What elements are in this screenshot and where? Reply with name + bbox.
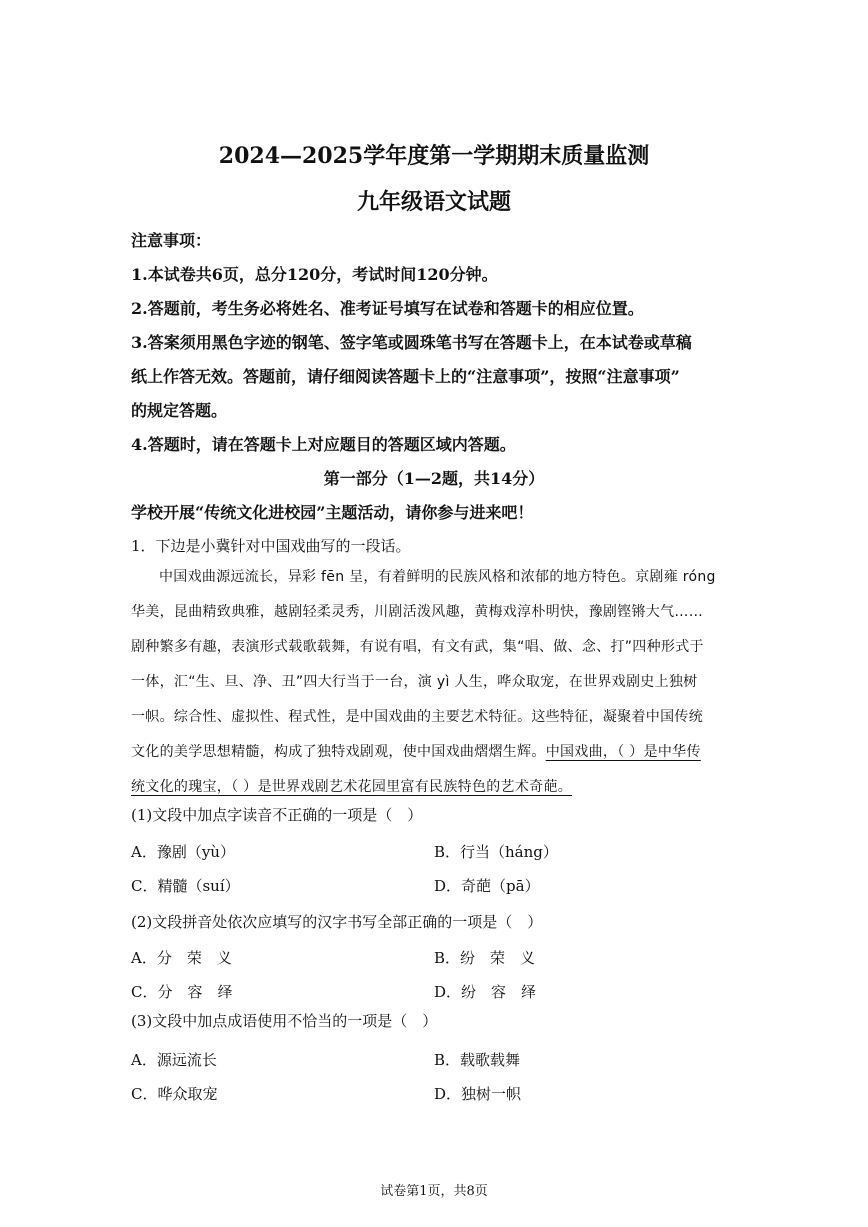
option-d[interactable]: D．奇葩（pā） xyxy=(434,877,540,895)
notes-line: 1.本试卷共6页，总分120分，考试时间120分钟。 xyxy=(131,265,498,284)
option-a[interactable]: A．分 荣 义 xyxy=(131,949,232,967)
option-b[interactable]: B．纷 荣 义 xyxy=(434,949,536,967)
passage-underlined-line: 统文化的瑰宝，（ ）是世界戏剧艺术花园里富有民族特色的艺术奇葩。 xyxy=(131,779,573,795)
passage-line: 剧种繁多有趣，表演形式载歌载舞，有说有唱，有文有武，集“唱、做、念、打”四种形式于 xyxy=(131,639,704,655)
option-a[interactable]: A．源远流长 xyxy=(131,1051,217,1069)
notes-line: 2.答题前，考生务必将姓名、准考证号填写在试卷和答题卡的相应位置。 xyxy=(131,299,644,318)
exam-subtitle: 九年级语文试题 xyxy=(356,189,511,215)
passage-line: 一体，汇“生、旦、净、丑”四大行当于一台，演 yì 人生，哗众取宠，在世界戏剧史上独树 xyxy=(131,674,698,690)
passage-line: 一帜。综合性、虚拟性、程式性，是中国戏曲的主要艺术特征。这些特征，凝聚着中国传统 xyxy=(131,709,703,725)
sub-question-3-stem: (3)文段中加点成语使用不恰当的一项是（ ） xyxy=(131,1012,438,1030)
notes-heading: 注意事项： xyxy=(131,231,212,250)
passage-underlined-text: 中国戏曲，（ ）是中华传 xyxy=(545,744,701,760)
passage-line: 中国戏曲源远流长，异彩 fēn 呈，有着鲜明的民族风格和浓郁的地方特色。京剧雍 róng xyxy=(159,569,716,585)
option-c[interactable]: C．精髓（suí） xyxy=(131,877,240,895)
notes-line: 4.答题时，请在答题卡上对应题目的答题区域内答题。 xyxy=(131,435,516,454)
question-1-stem: 1．下边是小冀针对中国戏曲写的一段话。 xyxy=(131,537,411,555)
option-c[interactable]: C．哗众取宠 xyxy=(131,1085,218,1103)
option-b[interactable]: B．载歌载舞 xyxy=(434,1051,521,1069)
passage-line: 华美，昆曲精致典雅，越剧轻柔灵秀，川剧活泼风趣，黄梅戏淳朴明快，豫剧铿锵大气…… xyxy=(131,604,703,620)
section-intro: 学校开展“传统文化进校园”主题活动，请你参与进来吧！ xyxy=(131,503,534,522)
notes-line: 纸上作答无效。答题前，请仔细阅读答题卡上的“注意事项”，按照“注意事项” xyxy=(131,367,680,386)
sub-question-2-stem: (2)文段拼音处依次应填写的汉字书写全部正确的一项是（ ） xyxy=(131,913,543,931)
notes-line: 的规定答题。 xyxy=(131,401,228,420)
exam-title: 2024—2025学年度第一学期期末质量监测 xyxy=(218,143,650,169)
option-a[interactable]: A．豫剧（yù） xyxy=(131,843,235,861)
option-b[interactable]: B．行当（háng） xyxy=(434,843,558,861)
option-d[interactable]: D．纷 容 绎 xyxy=(434,983,537,1001)
page-footer: 试卷第1页，共8页 xyxy=(380,1184,488,1199)
sub-question-1-stem: (1)文段中加点字读音不正确的一项是（ ） xyxy=(131,806,423,824)
option-d[interactable]: D．独树一帜 xyxy=(434,1085,522,1103)
notes-line: 3.答案须用黑色字迹的钢笔、签字笔或圆珠笔书写在答题卡上，在本试卷或草稿 xyxy=(131,333,692,352)
section-heading: 第一部分（1—2题，共14分） xyxy=(323,469,545,488)
option-c[interactable]: C．分 容 绎 xyxy=(131,983,233,1001)
passage-line xyxy=(131,741,741,761)
passage-text: 文化的美学思想精髓，构成了独特戏剧观，使中国戏曲熠熠生辉。 xyxy=(131,744,546,760)
